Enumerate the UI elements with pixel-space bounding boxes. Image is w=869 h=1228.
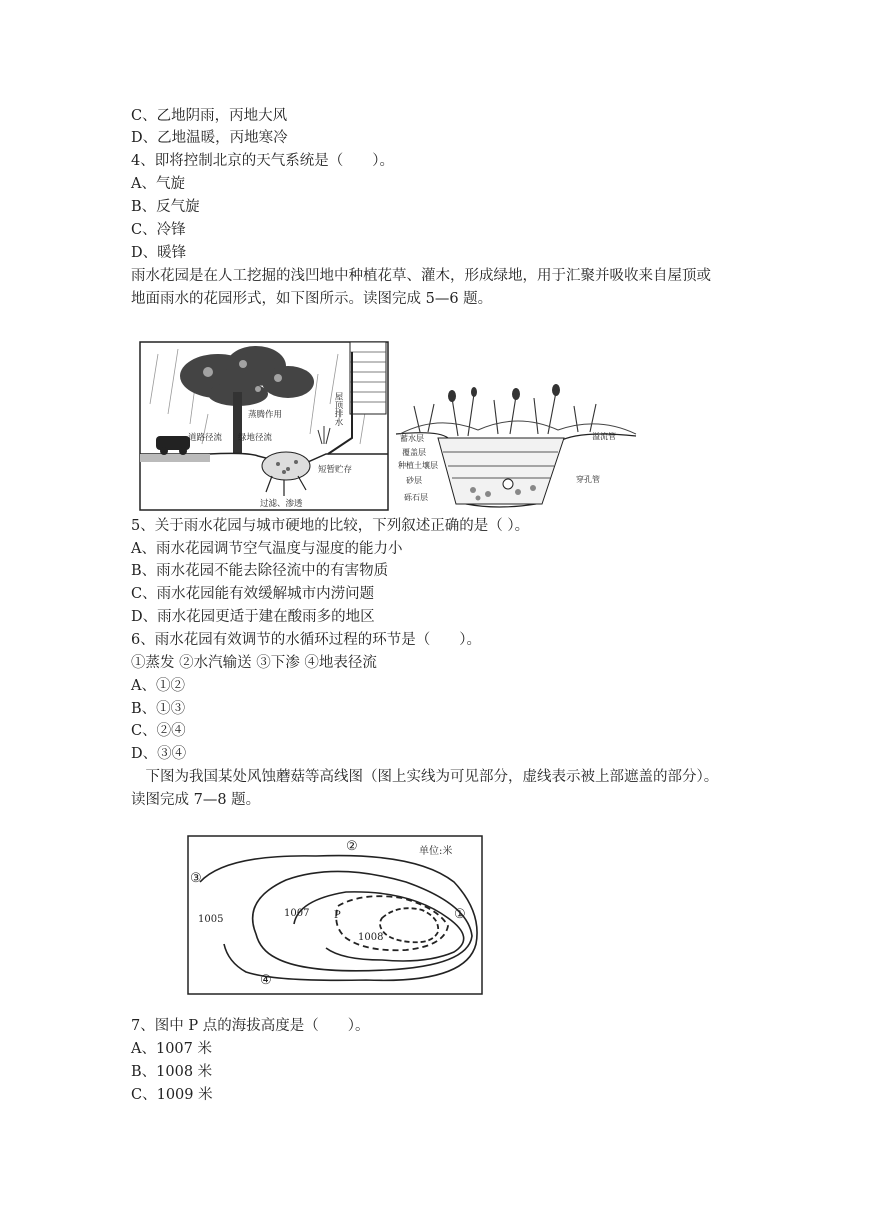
option-a-q5: A、雨水花园调节空气温度与湿度的能力小 bbox=[131, 541, 403, 557]
option-c-q7: C、1009 米 bbox=[131, 1087, 213, 1103]
question-4: 4、即将控制北京的天气系统是（ ）。 bbox=[131, 153, 394, 169]
contour-label-1007: 1007 bbox=[284, 908, 310, 919]
label-layer-storage: 蓄水层 bbox=[400, 434, 424, 443]
option-d-q4: D、暖锋 bbox=[131, 245, 187, 261]
option-b-q4: B、反气旋 bbox=[131, 199, 200, 215]
question-5: 5、关于雨水花园与城市硬地的比较，下列叙述正确的是（ ）。 bbox=[131, 518, 530, 534]
marker-4: ④ bbox=[260, 973, 272, 988]
option-d-q5: D、雨水花园更适于建在酸雨多的地区 bbox=[131, 609, 375, 625]
contour-map-figure bbox=[186, 834, 486, 996]
intro-contour-1: 下图为我国某处风蚀蘑菇等高线图（图上实线为可见部分，虚线表示被上部遮盖的部分）。 bbox=[131, 769, 719, 785]
label-layer-gravel: 砾石层 bbox=[404, 493, 428, 502]
label-layer-cover: 覆盖层 bbox=[402, 448, 426, 457]
intro-contour-2: 读图完成 7—8 题。 bbox=[131, 792, 261, 808]
option-b-q6: B、①③ bbox=[131, 701, 186, 717]
label-perforated-pipe: 穿孔管 bbox=[576, 475, 600, 484]
label-filtration: 过滤、渗透 bbox=[260, 499, 303, 509]
contour-unit: 单位:米 bbox=[419, 846, 453, 857]
label-layer-sand: 砂层 bbox=[406, 476, 422, 485]
option-c-q4: C、冷锋 bbox=[131, 222, 186, 238]
marker-3: ③ bbox=[190, 871, 202, 886]
label-road-runoff: 道路径流 bbox=[188, 433, 223, 443]
option-a-q6: A、①② bbox=[131, 678, 185, 694]
option-c-q5: C、雨水花园能有效缓解城市内涝问题 bbox=[131, 586, 375, 602]
option-a-q7: A、1007 米 bbox=[131, 1041, 212, 1057]
option-c-q6: C、②④ bbox=[131, 723, 186, 739]
marker-2: ② bbox=[346, 839, 358, 854]
option-d-q6: D、③④ bbox=[131, 746, 187, 762]
label-roof-drain: 屋顶排水 bbox=[333, 392, 343, 426]
option-b-q7: B、1008 米 bbox=[131, 1064, 213, 1080]
option-b-q5: B、雨水花园不能去除径流中的有害物质 bbox=[131, 563, 389, 579]
label-green-runoff: 绿地径流 bbox=[238, 433, 273, 443]
rain-garden-figure bbox=[138, 334, 638, 514]
label-temp-storage: 短暂贮存 bbox=[318, 465, 353, 475]
label-transpiration: 蒸腾作用 bbox=[248, 410, 283, 420]
contour-label-1008: 1008 bbox=[358, 932, 384, 943]
option-c-q3: C、乙地阴雨，丙地大风 bbox=[131, 108, 288, 124]
option-d-q3: D、乙地温暖，丙地寒冷 bbox=[131, 130, 288, 146]
intro-rain-garden-1: 雨水花园是在人工挖掘的浅凹地中种植花草、灌木，形成绿地，用于汇聚并吸收来自屋顶或 bbox=[131, 268, 711, 284]
question-6: 6、雨水花园有效调节的水循环过程的环节是（ ）。 bbox=[131, 632, 481, 648]
marker-1: ① bbox=[454, 907, 466, 922]
question-7: 7、图中 P 点的海拔高度是（ ）。 bbox=[131, 1018, 370, 1034]
point-p-label: P bbox=[334, 910, 341, 921]
question-6-items: ①蒸发 ②水汽输送 ③下渗 ④地表径流 bbox=[131, 655, 377, 671]
intro-rain-garden-2: 地面雨水的花园形式，如下图所示。读图完成 5—6 题。 bbox=[131, 291, 493, 307]
contour-label-1005: 1005 bbox=[198, 914, 224, 925]
label-layer-soil: 种植土壤层 bbox=[398, 461, 438, 470]
option-a-q4: A、气旋 bbox=[131, 176, 185, 192]
label-overflow-pipe: 溢流管 bbox=[592, 432, 616, 441]
